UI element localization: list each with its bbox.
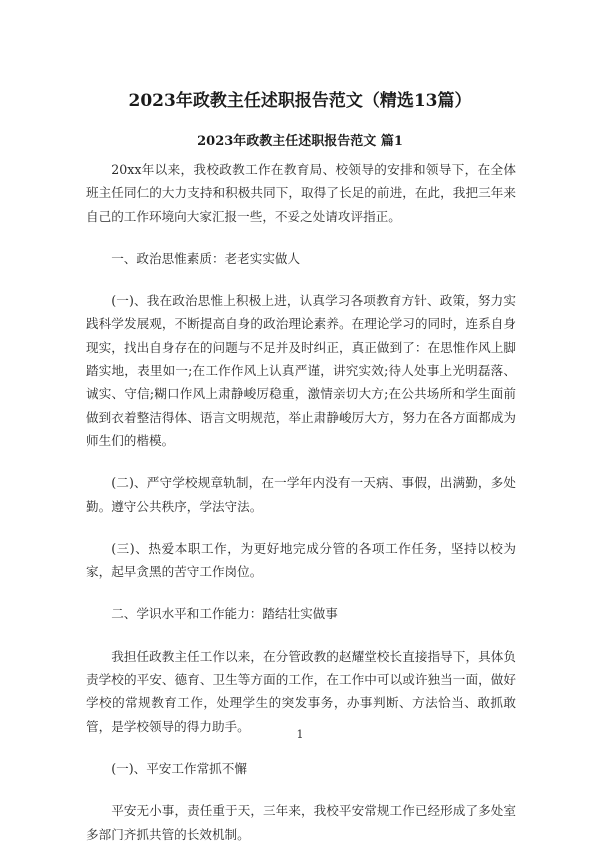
document-title: 2023年政教主任述职报告范文（精选13篇） [128,91,472,111]
page-number: 1 [296,728,304,741]
paragraph-political-2: (二)、严守学校规章轨制，在一学年内没有一天病、事假，出满勤，多处勤。遵守公共秩序，学法守法。 [86,475,516,514]
heading-political-quality: 一、政治思惟素质：老老实实做人 [111,250,301,266]
paragraph-safety: 平安无小事，责任重于天，三年来，我校平安常规工作已经形成了多处室多部门齐抓共管的长效机制。 [86,803,516,842]
section-title: 2023年政教主任述职报告范文 篇1 [197,134,403,149]
paragraph-knowledge: 我担任政教主任工作以来，在分管政教的赵耀堂校长直接指导下，具体负责学校的平安、德育、卫生等方面的工作，在工作中可以或许独当一面，做好学校的常规教育工作，处理学生的突发事务，办事判断、方法恰当、敢抓敢管，是学校领导的得力助手。 [86,648,516,734]
paragraph-intro: 20xx年以来，我校政教工作在教育局、校领导的安排和领导下，在全体班主任同仁的大力支持和积极共同下，取得了长足的前进，在此，我把三年来自己的工作环境向大家汇报一些，不妥之处请攻评指正。 [86,162,516,224]
document-body [86,158,516,865]
paragraph-political-1: (一)、我在政治思惟上积极上进，认真学习各项教育方针、政策，努力实践科学发展观，不断提高自身的政治理论素养。在理论学习的同时，连系自身现实，找出自身存在的问题与不足并及时纠正，真正做到了：在思惟作风上脚踏实地，表里如一;在工作作风上认真严谨，讲究实效;待人处事上光明磊落、诚实、守信;糊口作风上肃静峻厉稳重，激情亲切大方;在公共场所和学生面前做到衣着整洁得体、语言文明规范，举止肃静峻厉大方，努力在各方面都成为师生们的楷模。 [86,293,516,448]
heading-knowledge-ability: 二、学识水平和工作能力：踏结壮实做事 [111,606,338,622]
paragraph-political-3: (三)、热爱本职工作，为更好地完成分管的各项工作任务，坚持以校为家，起早贪黑的苦守工作岗位。 [86,540,516,580]
heading-safety-work: (一)、平安工作常抓不懈 [111,760,247,776]
